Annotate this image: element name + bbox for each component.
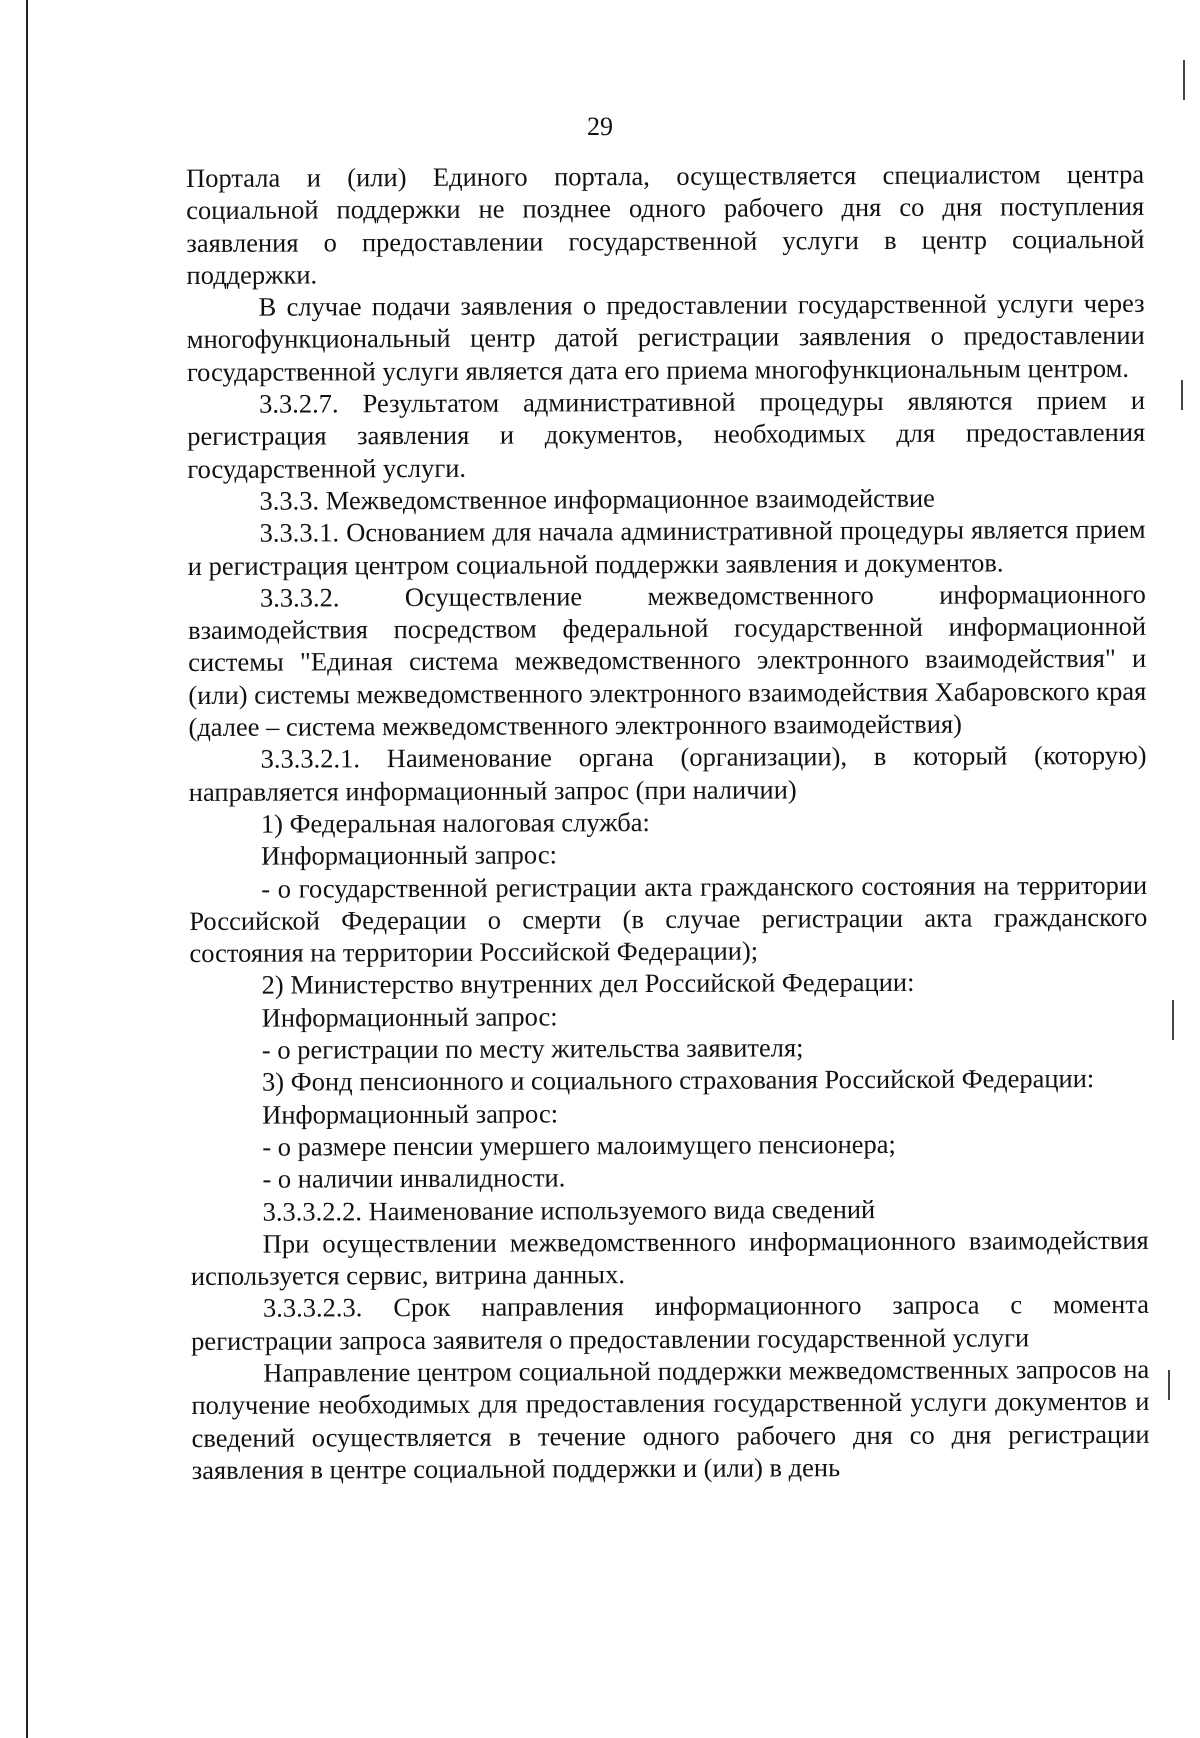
paragraph: 2) Министерство внутренних дел Российской Федерации: <box>261 967 915 1001</box>
paragraph: 3) Фонд пенсионного и социального страхования Российской Федерации: <box>261 1063 1095 1097</box>
paragraph: - о государственной регистрации акта гражданского состояния на территории Российской Федерации о смерти (в случае регистрации акта гражданского состояния на территории Российской Федерации); <box>189 869 1148 969</box>
paragraph: 3.3.2.7. Результатом административной процедуры являются прием и регистрация заявления и документов, необходимых для предоставления государственной услуги. <box>187 384 1146 484</box>
paragraph: 3.3.3.1. Основанием для начала административной процедуры является прием и регистрация центром социальной поддержки заявления и документов. <box>187 514 1146 581</box>
scan-edge-mark <box>1183 60 1185 100</box>
document-body <box>186 158 1150 1486</box>
scan-edge-mark <box>1172 1000 1174 1040</box>
paragraph: 3.3.3.2.1. Наименование органа (организации), в который (которую) направляется информационный запрос (при наличии) <box>188 740 1147 807</box>
page-number: 29 <box>587 112 613 141</box>
paragraph: - о размере пенсии умершего малоимущего пенсионера; <box>262 1128 896 1162</box>
paragraph: Информационный запрос: <box>262 1097 559 1130</box>
paragraph: Информационный запрос: <box>261 1001 558 1033</box>
paragraph: 3.3.3. Межведомственное информационное взаимодействие <box>259 482 935 516</box>
paragraph: В случае подачи заявления о предоставлении государственной услуги через многофункциональный центр датой регистрации заявления о предоставлении государственной услуги является дата его приема многофункциональным центром. <box>186 288 1145 387</box>
paragraph: Направление центром социальной поддержки межведомственных запросов на получение необходимых для предоставления государственной услуги документов и сведений осуществляется в течение одного рабочего дня со дня регистрации заявления в центре социальной поддержки и (или) в день <box>191 1353 1150 1485</box>
paragraph: - о регистрации по месту жительства заявителя; <box>261 1032 804 1065</box>
paragraph: - о наличии инвалидности. <box>262 1162 566 1194</box>
scan-edge-mark <box>1168 1370 1170 1400</box>
paragraph: 1) Федеральная налоговая служба: <box>260 806 650 839</box>
paragraph: При осуществлении межведомственного информационного взаимодействия используется сервис, витрина данных. <box>190 1224 1149 1292</box>
paragraph: 3.3.3.2. Осуществление межведомственного информационного взаимодействия посредством федеральной государственной информационной системы "Единая система межведомственного электронного взаимодействия" и (или) системы межведомственного электронного взаимодействия Хабаровского края (далее – система межведомственного электронного взаимодействия) <box>187 578 1147 743</box>
paragraph: 3.3.3.2.3. Срок направления информационного запроса с момента регистрации запроса заявителя о предоставлении государственной услуги <box>191 1289 1150 1356</box>
scan-edge-mark <box>1181 380 1183 410</box>
paragraph: Информационный запрос: <box>260 839 557 871</box>
paragraph: Портала и (или) Единого портала, осуществляется специалистом центра социальной поддержки не позднее одного рабочего дня со дня поступления заявления о предоставлении государственной услуги в центр социальной поддержки. <box>186 158 1145 290</box>
paragraph: 3.3.3.2.2. Наименование используемого вида сведений <box>262 1193 876 1227</box>
scan-edge-left <box>26 0 28 1738</box>
